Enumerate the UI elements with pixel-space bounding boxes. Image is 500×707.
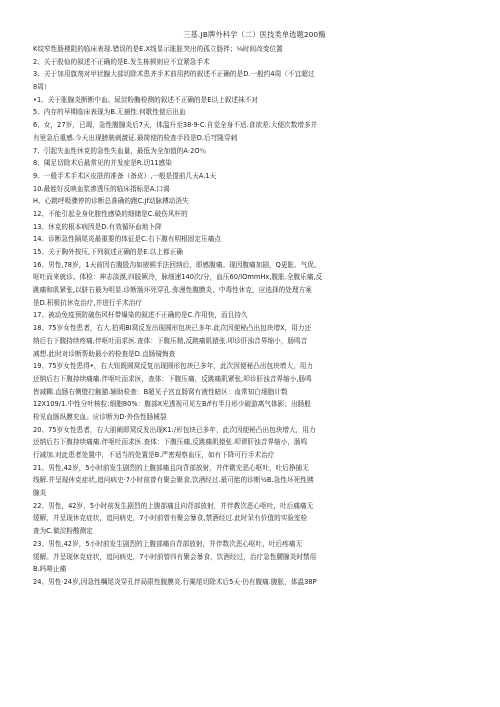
text-line: 是D.积极抗休克治疗,并进行手术治疗 xyxy=(33,298,143,307)
text-line: 8周） xyxy=(33,83,51,92)
text-line: 跳痛和肌紧张,以脐右最为明显.诊断肠坏死穿孔.弥漫性腹膜炎、中毒性休克，应选择的处理方案 xyxy=(33,286,312,295)
text-line: 呕吐而来就诊。体检：神志淡漠,四肢厥冷，脉细速140次/分，血压60/lOmmHx,腹胀.全腹乐痛,反 xyxy=(33,273,323,282)
text-line: 23、男性,42岁，5小时前发生剧烈的上腹部痛自背部放射，并伴数次恶心呕吐，吐后疼痛无 xyxy=(33,539,303,548)
text-line: 有里急后重感.今天出现膀胱刺激征.最简便的检查手段是D.后穹隆穿刺 xyxy=(33,133,238,142)
text-line: 17、被动免疫预防破伤风杆带爆染的叙述不正确的是C.作用快，而且持久 xyxy=(33,311,248,320)
text-line: 纳后右下腹持续疼痛,伴呕吐而求医.查体：下腹压精,反跳痛肌猿张.叩诊肝浊音界缩小，肠鸣音 xyxy=(33,336,308,345)
text-line: 8、阑足切除术后最常见的并发症是R.切11感染 xyxy=(33,159,172,168)
text-line: 21、男性,42岁，5小时前发生剧烈的上腹部痛且向背部放射，并伴微充恶心呕吐，吐后挣捕无 xyxy=(33,463,309,472)
text-line: 13、休克的根本病因是D.有效循环血地卜降 xyxy=(33,222,162,231)
text-line: 15、关于胸外按压,下列叙述正确的是E.以上都正确 xyxy=(33,248,183,256)
text-line: 20、75岁女性患者，右大朋阐即窝反发出现K1:/形包块已多年，此次因便秘凸出包块增大，用力 xyxy=(33,425,316,434)
text-line: 缓解。并呈现休克症状，追问病史，7小时前曾四有聚会暴食，饮酒经过，治疗急性腰腺炎时禁用 xyxy=(33,552,317,561)
text-line: 腺炎 xyxy=(33,489,47,498)
text-line: 线解.并呈现休克症状,追问病史·7小时前曾有聚会聚食,饮酒经过.最可能的诊断½B.急性坏死性胰 xyxy=(33,476,314,485)
text-line: 6、女，27岁，已竭，急性腹腺炎后7天，体温升至38·9·C.自觉全身不适.食欲差.大便次数增多并 xyxy=(33,121,318,130)
text-line: 22、男性，42岁，5小时前发生剧烈的上腹部痛且向背部放射，并伴教次恶心呕吐，吐后痛痛无 xyxy=(33,501,314,510)
text-line: 3、关于加用旗剂对甲状腺大部切除术患齐手术前用药的叙述不正确的是D.一般约4周（不宜超过 xyxy=(33,70,315,79)
text-line: 皆减糊.直肠右侧壁打触猫.辅助检查：B超见子宫直肠窝有液性暗区：血常知白细胞计数 xyxy=(33,387,288,396)
text-line: 7、引起失血性休克的急性失血量，最低为全加值的A·2O％ xyxy=(33,146,207,155)
text-line: B.吗啡止痛 xyxy=(33,565,67,574)
text-line: 5、内存的早期临床表现为B.无捕性.何歌性便后出血 xyxy=(33,108,186,117)
text-line: 2、关于股仙的叙述不正确的是E.发生栋顿则应不宜紧急手术 xyxy=(33,57,210,66)
text-line: 24、男性·24岁,因急性嘱尾炎穿孔伴局限性腹膜炎.行阑尾切除术后5天·仍有腹痛.腹胀，体温38P xyxy=(33,577,317,586)
text-line: 19、75岁女性患得•，右大钮既圆窝反复出现圆形包块已多年，此次因便秘凸出包块增大，用力 xyxy=(33,362,314,371)
text-line: K纹窄性肠梗阻的临床表现.错误的是E.X线显示胀胀突出的孤立肠袢；⅛时间改变位置 xyxy=(33,45,283,53)
document-body xyxy=(33,43,476,589)
text-line: 14、诊断急性隔尾炎最重要的体征是C.右下腹有明根固定压痛点 xyxy=(33,235,222,244)
text-line: 行减加.对此患者处置中，不适当的处置是B.严密观察血压，如有下降可行手术治疗 xyxy=(33,451,275,459)
text-line: 缓解，并呈现休克症状，追问病史，7小时前曾有聚会暴食,禁酒经过.此时呆有价值的实验室检 xyxy=(33,514,308,523)
text-line: 12X109/1.中性分叶核粒:细胞80%：腹部X光透视可见左B/f有半月形少破游离气体影；出肠般 xyxy=(33,400,311,409)
text-line: 16、男性,78岁，1天前因右腹股沟如嵌顿手法回纳后，即感腹痛。现因腹痛加剧，Q更胀、气促, xyxy=(33,260,317,269)
text-line: 18、75岁女性患者，右大.拍朔BI窝反发出现圆形包块已多年.此次因便秘凸出包块增X，用力还 xyxy=(33,324,312,333)
document-title: 三基.JB牌外科学（二）医技类单选题200酶 xyxy=(183,30,326,39)
text-line: 10.最能好反映血浆渗透压的临床指标是A.口渴 xyxy=(33,184,170,193)
text-line: H、心跳呼吸骤停的诊断总准确的跑C.Jf动脉搏动消失 xyxy=(33,197,189,206)
text-line: 检见血肠纵膜充血。应诊断为D·外伤性肠械裂 xyxy=(33,412,167,421)
text-line: 还纳后右下腹持续痛痛.伴呕吐而求医.查体：下腹压痛,反跳痛肌猿张.叩谬肝浊音界缩小，肠鸣 xyxy=(33,438,308,447)
text-line: 还纳后右下腹持续痛痛.伴呕吐而求医，查体：下腹压痛，反跳痛肌紧张,叩诊肝浊音界缩小,肠鸣 xyxy=(33,374,312,383)
text-line: 12、不能引起全身化脓性感染的细储是C.破伤风杆的 xyxy=(33,209,188,218)
text-line: 9、一般手术手术区皮肤的准备（备皮）,一般是提前几天A.1天 xyxy=(33,171,217,180)
text-line: 减想.此时对诊断帮助最小的检查是D.直肠镜悔查 xyxy=(33,349,176,358)
text-line: 查为C.做淀粉酸测定 xyxy=(33,527,93,536)
text-line: •1、关于胀腺炎断断中血、尿淀粉酶检测的叙述不正确的是E以上叙述袜不对 xyxy=(33,95,258,104)
